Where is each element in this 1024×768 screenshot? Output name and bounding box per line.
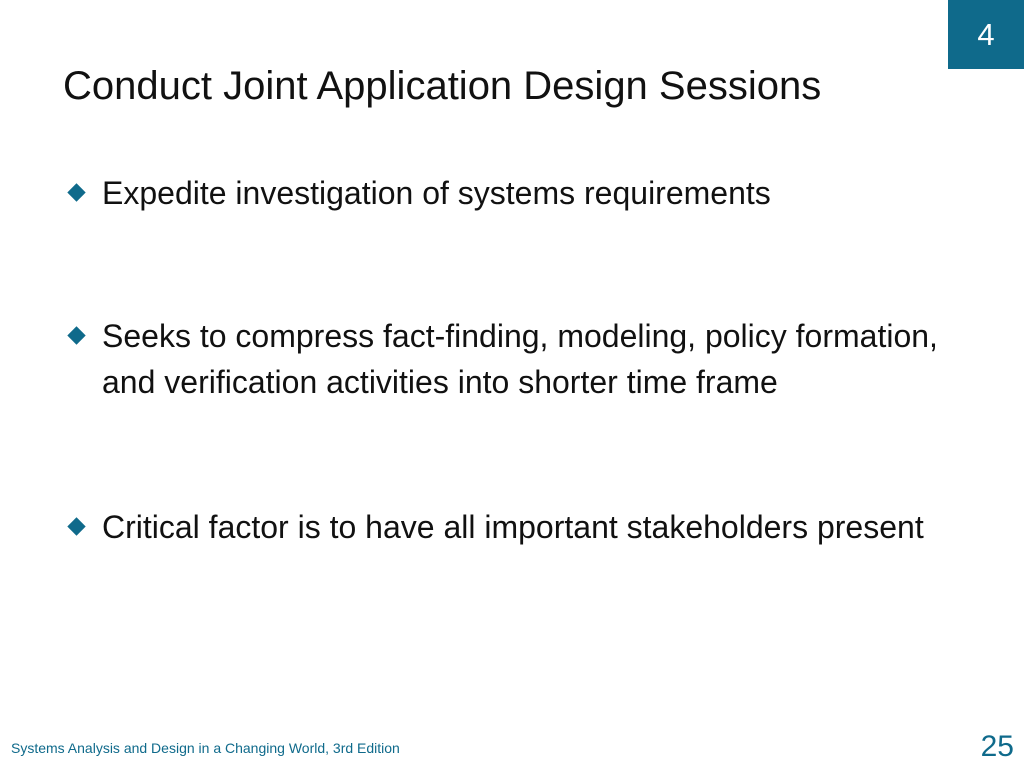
diamond-bullet-icon: [67, 183, 85, 201]
bullet-text: Seeks to compress fact-finding, modeling, policy formation, and verification activities into shorter time frame: [102, 318, 938, 400]
bullet-list: [66, 170, 966, 550]
chapter-badge: 4: [948, 0, 1024, 69]
diamond-bullet-icon: [67, 517, 85, 535]
footer-text: Systems Analysis and Design in a Changing World, 3rd Edition: [11, 740, 400, 756]
bullet-item: [66, 170, 966, 216]
page-number: 25: [980, 730, 1014, 763]
bullet-text: Expedite investigation of systems requirements: [102, 175, 771, 211]
slide-title: Conduct Joint Application Design Sessions: [63, 64, 822, 108]
bullet-item: [66, 313, 966, 405]
bullet-item: [66, 504, 966, 550]
diamond-bullet-icon: [67, 326, 85, 344]
bullet-text: Critical factor is to have all important stakeholders present: [102, 509, 924, 545]
